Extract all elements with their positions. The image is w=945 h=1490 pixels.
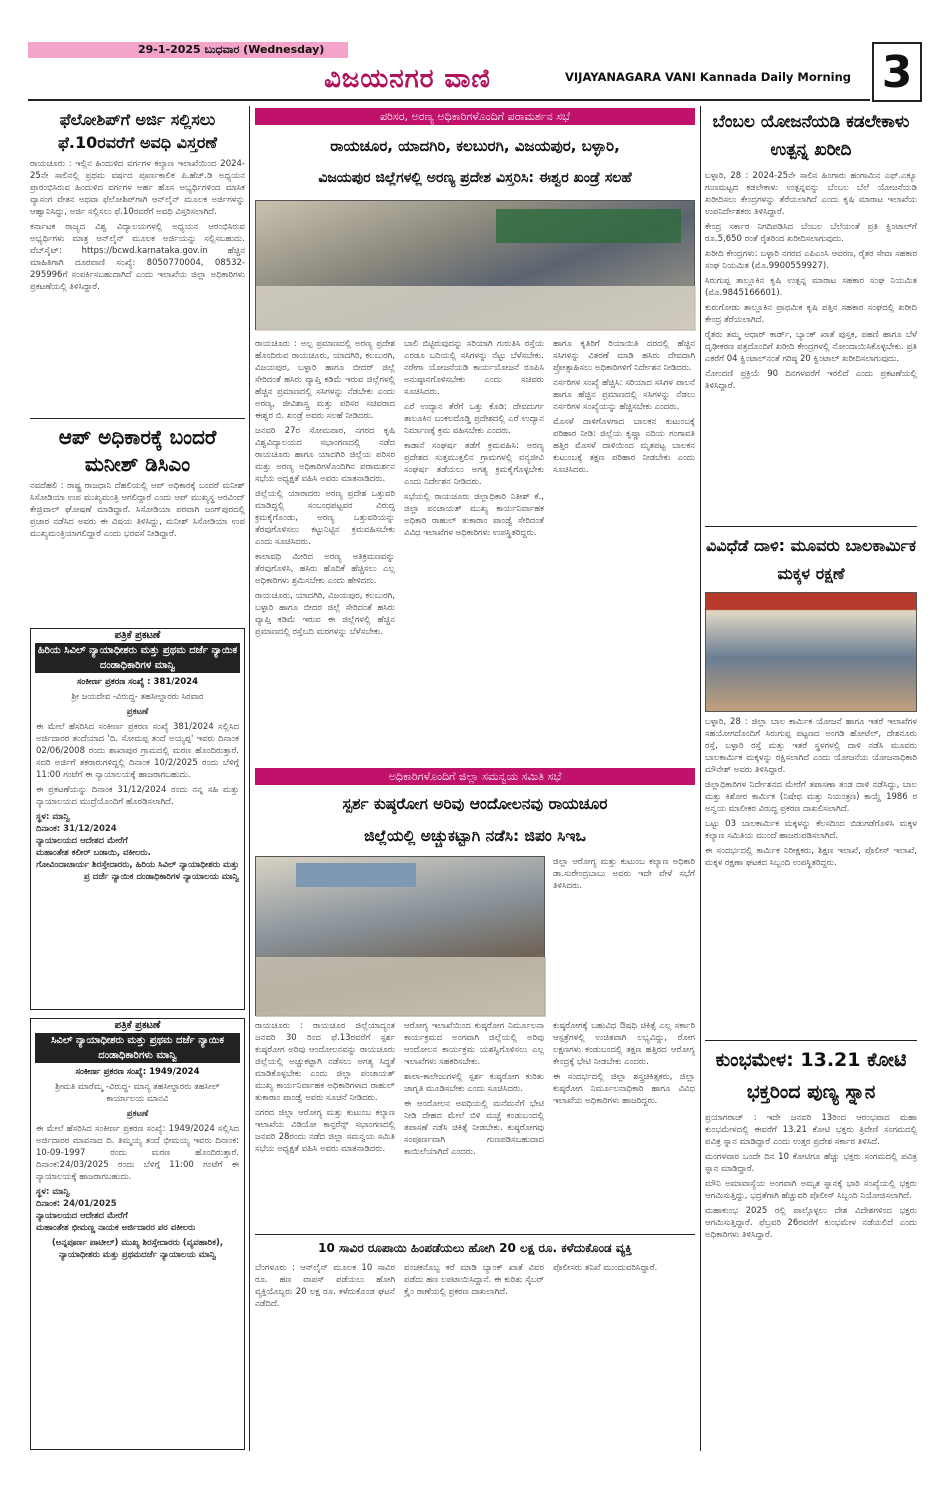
divider xyxy=(30,418,245,419)
date-bar xyxy=(28,42,348,58)
fraud-col-3: ಪೊಲೀಸರು ತನಿಖೆ ಮುಂದುವರಿಸಿದ್ದಾರೆ. xyxy=(553,1263,658,1273)
rescue-photo xyxy=(705,592,917,712)
english-title: VIJAYANAGARA VANI Kannada Daily Morning xyxy=(565,70,851,84)
divider xyxy=(255,1234,695,1235)
left-headline-2: ಆಪ್ ಅಧಿಕಾರಕ್ಕೆ ಬಂದರೆ ಮನೀಶ್ ಡಿಸಿಎಂ xyxy=(58,425,217,476)
center-article-col-2: ಬಾಲಿ ಬಿಟ್ಟಿರುವುದನ್ನು ಸರಿಯಾಗಿ ಗುರುತಿಸಿ ರಸ್ತೆಯ ಎರಡೂ ಬದಿಯಲ್ಲಿ ಸಸಿಗಳನ್ನು ನೆಟ್ಟು ಬೆಳೆಸಬೇಕು. ನರೇಗಾ ಯೋಜನೆಯಡಿ ಕಾರ್ಯಯೋಜನೆ ರೂಪಿಸಿ ಅನುಷ್ಠಾನಗೊಳಿಸಬೇಕು ಎಂದು ಸಚಿವರು ಸೂಚಿಸಿದರು. ಎರೆ ಉದ್ಯಾನ ತೆರೆಗೆ ಒತ್ತು ಕೊಡಿ: ದೇವದುರ್ಗ ತಾಲೂಕಿನ ಬಂಕಲದೊಡ್ಡಿ ಪ್ರದೇಶದಲ್ಲಿ ಎರೆ ಉದ್ಯಾನ ನಿರ್ಮಾಣಕ್ಕೆ ಕ್ರಮ ವಹಿಸಬೇಕು ಎಂದರು. ಕಾಡಾನೆ ಸಂಘರ್ಷ ತಡೆಗೆ ಕ್ರಮವಹಿಸಿ: ಅರಣ್ಯ ಪ್ರದೇಶದ ಸುತ್ತಮುತ್ತಲಿನ ಗ್ರಾಮಗಳಲ್ಲಿ ವನ್ಯಜೀವಿ ಸಂಘರ್ಷ ತಡೆಯಲು ಅಗತ್ಯ ಕ್ರಮಕೈಗೊಳ್ಳಬೇಕು ಎಂದು ನಿರ್ದೇಶನ ನೀಡಿದರು. ಸಭೆಯಲ್ಲಿ ರಾಯಚೂರು ಜಿಲ್ಲಾಧಿಕಾರಿ ನಿತೀಶ್ ಕೆ., ಜಿಲ್ಲಾ ಪಂಚಾಯತ್ ಮುಖ್ಯ ಕಾರ್ಯನಿರ್ವಾಹಕ ಅಧಿಕಾರಿ ರಾಹುಲ್ ತುಕಾರಾಂ ಪಾಂಡ್ವೆ ಸೇರಿದಂತೆ ವಿವಿಧ ಇಲಾಖೆಗಳ ಅಧಿಕಾರಿಗಳು ಉಪಸ್ಥಿತರಿದ್ದರು. xyxy=(404,339,544,538)
issue-date: 29-1-2025 ಬುಧವಾರ (Wednesday) xyxy=(138,43,325,56)
court-notice-1 xyxy=(30,628,245,1010)
notice-case: ಸಂಕೀರ್ಣ ಪ್ರಕರಣ ಸಂಖ್ಯೆ: 1949/2024 xyxy=(75,1067,200,1077)
center2-intro: ಜಿಲ್ಲಾ ಆರೋಗ್ಯ ಮತ್ತು ಕುಟುಂಬ ಕಲ್ಯಾಣ ಅಧಿಕಾರಿ ಡಾ.ಸುರೇಂದ್ರಬಾಬು ಅವರು ಇದೇ ವೇಳೆ ಸಭೆಗೆ ತಿಳಿಸಿದರು. xyxy=(553,857,695,891)
notice-label: ಪತ್ರಿಕೆ ಪ್ರಕಟಣೆ xyxy=(114,1020,161,1031)
center-kicker: ಪರಿಸರ, ಅರಣ್ಯ ಅಧಿಕಾರಿಗಳೊಂದಿಗೆ ಪರಾಮರ್ಶನ ಸಭೆ xyxy=(255,108,695,125)
masthead: ವಿಜಯನಗರ ವಾಣಿ xyxy=(324,64,491,94)
fraud-col-1: ಬೆಂಗಳೂರು : ಆನ್‌ಲೈನ್ ಮೂಲಕ 10 ಸಾವಿರ ರೂ. ಹಣ ವಾಪಸ್ ಪಡೆಯಲು ಹೋಗಿ ವ್ಯಕ್ತಿಯೊಬ್ಬರು 20 ಲಕ್ಷ ರೂ. ಕಳೆದುಕೊಂಡ ಘಟನೆ ನಡೆದಿದೆ. xyxy=(255,1263,395,1309)
right-headline: ಬೆಂಬಲ ಯೋಜನೆಯಡಿ ಕಡಲೇಕಾಳು ಉತ್ಪನ್ನ ಖರೀದಿ xyxy=(712,112,910,160)
notice-label: ಪತ್ರಿಕೆ ಪ್ರಕಟಣೆ xyxy=(114,630,161,641)
right-article-3: ಪ್ರಯಾಗರಾಜ್ : ಇದೇ ಜನವರಿ 13ರಿಂದ ಆರಂಭವಾದ ಮಹಾ ಕುಂಭಮೇಳದಲ್ಲಿ ಈವರೆಗೆ 13.21 ಕೋಟಿ ಭಕ್ತರು ತ್ರಿವೇಣಿ ಸಂಗಮದಲ್ಲಿ ಪವಿತ್ರ ಸ್ನಾನ ಮಾಡಿದ್ದಾರೆ ಎಂದು ಉತ್ತರ ಪ್ರದೇಶ ಸರ್ಕಾರ ತಿಳಿಸಿದೆ. ಮಂಗಳವಾರ ಒಂದೇ ದಿನ 10 ಕೋಟಿಗೂ ಹೆಚ್ಚು ಭಕ್ತರು ಸಂಗಮದಲ್ಲಿ ಪವಿತ್ರ ಸ್ನಾನ ಮಾಡಿದ್ದಾರೆ. ಮೌನಿ ಅಮಾವಾಸ್ಯೆಯ ಅಂಗವಾಗಿ ಅಮೃತ ಸ್ನಾನಕ್ಕೆ ಭಾರಿ ಸಂಖ್ಯೆಯಲ್ಲಿ ಭಕ್ತರು ಆಗಮಿಸುತ್ತಿದ್ದು, ಭದ್ರತೆಗಾಗಿ ಹೆಚ್ಚುವರಿ ಪೊಲೀಸ್ ಸಿಬ್ಬಂದಿ ನಿಯೋಜಿಸಲಾಗಿದೆ. ಮಹಾಕುಂಭ 2025 ರಲ್ಲಿ ಪಾಲ್ಗೊಳ್ಳಲು ದೇಶ ವಿದೇಶಗಳಿಂದ ಭಕ್ತರು ಆಗಮಿಸುತ್ತಿದ್ದಾರೆ. ಫೆಬ್ರವರಿ 26ರವರೆಗೆ ಕುಂಭಮೇಳ ನಡೆಯಲಿದೆ ಎಂದು ಅಧಿಕಾರಿಗಳು ತಿಳಿಸಿದ್ದಾರೆ. xyxy=(705,1113,917,1240)
divider xyxy=(705,526,917,527)
column-rule xyxy=(249,106,250,1451)
center2-kicker: ಅಧಿಕಾರಿಗಳೊಂದಿಗೆ ಜಿಲ್ಲಾ ಸಮನ್ವಯ ಸಮಿತಿ ಸಭೆ xyxy=(255,768,695,785)
left-headline: ಫೆಲೋಶಿಪ್‌ಗೆ ಅರ್ಜಿ ಸಲ್ಲಿಸಲು ಫೆ.10ರವರೆಗೆ ಅವಧಿ ವಿಸ್ತರಣೆ xyxy=(58,110,217,152)
right-headline-2: ವಿವಿಧೆಡೆ ದಾಳಿ: ಮೂವರು ಬಾಲಕಾರ್ಮಿಕ ಮಕ್ಕಳ ರಕ್ಷಣೆ xyxy=(705,536,917,583)
table-in-photo xyxy=(256,286,696,331)
center-article-col-3: ಹಾಗೂ ಕೃತಿರಿಗೆ ರಿಯಾಯಿತಿ ದರದಲ್ಲಿ ಹೆಚ್ಚಿನ ಸಸಿಗಳನ್ನು ವಿತರಣೆ ಮಾಡಿ ಹಸಿರು ದೇವದಾಗಿ ಪ್ರೋತ್ಸಾಹಿಸಲು ಅಧಿಕಾರಿಗಳಿಗೆ ನಿರ್ದೇಶನ ನೀಡಿದರು. ನರ್ಸರಿಗಳ ಸಂಖ್ಯೆ ಹೆಚ್ಚಿಸಿ: ಸರಿಯಾದ ಸಸಿಗಳ ಪಾಲನೆ ಹಾಗೂ ಹೆಚ್ಚಿನ ಪ್ರಮಾಣದಲ್ಲಿ ಸಸಿಗಳನ್ನು ನೆಡಲು ನರ್ಸರಿಗಳ ಸಂಖ್ಯೆಯನ್ನು ಹೆಚ್ಚಿಸಬೇಕು ಎಂದರು. ಮೊಸಳೆ ದಾಳಿಗೊಳಗಾದ ಬಾಲಕನ ಕುಟುಂಬಕ್ಕೆ ಪರಿಹಾರ ನೀಡಿ: ಜಿಲ್ಲೆಯ ಕೃಷ್ಣಾ ನದಿಯ ಗಂಗಾವತಿ ಹತ್ತಿರ ಮೊಸಳೆ ದಾಳಿಯಿಂದ ಮೃತಪಟ್ಟ ಬಾಲಕನ ಕುಟುಂಬಕ್ಕೆ ತಕ್ಷಣ ಪರಿಹಾರ ನೀಡಬೇಕು ಎಂದು ಸೂಚಿಸಿದರು. xyxy=(553,339,695,475)
notice-body: ಶ್ರೀ ಜಯದೇವ -ವಿರುದ್ಧ- ತಹಸೀಲ್ದಾರರು ಸಿರವಾರ ಪ್ರಕಟಣೆ ಈ ಮೇಲೆ ಹೆಸರಿಸಿದ ಸಂಕೀರ್ಣ ಪ್ರಕರಣ ಸಂಖ್ಯೆ 381/2024 ಸಲ್ಲಿಸಿದ ಅರ್ಜಿದಾರರ ತಂದೆಯಾದ 'ದಿ. ಸೋಮಪ್ಪ ತಂದೆ ಅಯ್ಯಪ್ಪ' ಇವರು ದಿನಾಂಕ 02/06/2008 ರಂದು ಶಾಖಾಪುರ ಗ್ರಾಮದಲ್ಲಿ ಮರಣ ಹೊಂದಿರುತ್ತಾರೆ. ಸದರಿ ಅರ್ಜಿಗೆ ತಕರಾರುಗಳಿದ್ದಲ್ಲಿ ದಿನಾಂಕ 10/2/2025 ರಂದು ಬೆಳಿಗ್ಗೆ 11:00 ಗಂಟೆಗೆ ಈ ನ್ಯಾಯಾಲಯಕ್ಕೆ ಹಾಜರಾಗಬಹುದು. ಈ ಪ್ರಕಟಣೆಯನ್ನು ದಿನಾಂಕ 31/12/2024 ರಂದು ನನ್ನ ಸಹಿ ಮತ್ತು ನ್ಯಾಯಾಲಯದ ಮುದ್ರೆಯೊಂದಿಗೆ ಹೊರಡಿಸಲಾಗಿದೆ. ಸ್ಥಳ: ಮಾನ್ವಿ ದಿನಾಂಕ: 31/12/2024 ನ್ಯಾಯಾಲಯದ ಆದೇಶದ ಮೇರೆಗೆ ಮಹಾಂತೇಶ ಕಲೀರ್ ಬಡಾಯಿ, ವಕೀಲರು. ಗೋವಿಂದಾಚಾರ್ಯ ಶಿರಸ್ತೇದಾರರು, ಹಿರಿಯ ಸಿವಿಲ್ ನ್ಯಾಯಾಧೀಶರು ಮತ್ತು ಪ್ರ ದರ್ಜೆ ನ್ಯಾಯಿಕ ದಂಡಾಧಿಕಾರಿಗಳ ನ್ಯಾಯಾಲಯ ಮಾನ್ವಿ xyxy=(36,692,239,882)
center2-headline: ಸ್ಪರ್ಶ ಕುಷ್ಠರೋಗ ಅರಿವು ಆಂದೋಲನವು ರಾಯಚೂರ ಜಿಲ್ಲೆಯಲ್ಲಿ ಅಚ್ಚುಕಟ್ಟಾಗಿ ನಡೆಸಿ: ಜಿಪಂ ಸಿಇಒ xyxy=(342,795,608,845)
committee-photo xyxy=(255,856,545,1016)
fraud-col-2: ವಂಚಕನೊಬ್ಬ ಕರೆ ಮಾಡಿ ಬ್ಯಾಂಕ್ ಖಾತೆ ವಿವರ ಪಡೆದು ಹಣ ಲಪಟಾಯಿಸಿದ್ದಾನೆ. ಈ ಕುರಿತು ಸೈಬರ್ ಕ್ರೈಂ ಠಾಣೆಯಲ್ಲಿ ಪ್ರಕರಣ ದಾಖಲಾಗಿದೆ. xyxy=(404,1263,544,1297)
right-article: ಬಳ್ಳಾರಿ, 28 : 2024-25ನೇ ಸಾಲಿನ ಹಿಂಗಾರು ಹಂಗಾಮಿನ ಎಫ್.ಎಕ್ಯೂ ಗುಣಮಟ್ಟದ ಕಡಲೇಕಾಳು ಉತ್ಪನ್ನವನ್ನು ಬೆಂಬಲ ಬೆಲೆ ಯೋಜನೆಯಡಿ ಖರೀದಿಸಲು ಕೇಂದ್ರಗಳನ್ನು ತೆರೆಯಲಾಗಿದೆ ಎಂದು ಕೃಷಿ ಮಾರಾಟ ಇಲಾಖೆಯ ಉಪನಿರ್ದೇಶಕರು ತಿಳಿಸಿದ್ದಾರೆ. ಕೇಂದ್ರ ಸರ್ಕಾರ ನಿಗದಿಪಡಿಸಿದ ಬೆಂಬಲ ಬೆಲೆಯಂತೆ ಪ್ರತಿ ಕ್ವಿಂಟಾಲ್‌ಗೆ ರೂ.5,650 ರಂತೆ ರೈತರಿಂದ ಖರೀದಿಸಲಾಗುವುದು. ಖರೀದಿ ಕೇಂದ್ರಗಳು: ಬಳ್ಳಾರಿ ನಗರದ ಎಪಿಎಂಸಿ ಆವರಣ, ರೈತರ ಸೇವಾ ಸಹಕಾರ ಸಂಘ ನಿಯಮಿತ (ಮೊ.9900559927). ಸಿರುಗುಪ್ಪ ತಾಲ್ಲೂಕಿನ ಕೃಷಿ ಉತ್ಪನ್ನ ಮಾರಾಟ ಸಹಕಾರ ಸಂಘ ನಿಯಮಿತ (ಮೊ.9845166601). ಕುರುಗೋಡು ತಾಲ್ಲೂಕಿನ ಪ್ರಾಥಮಿಕ ಕೃಷಿ ಪತ್ತಿನ ಸಹಕಾರ ಸಂಘದಲ್ಲಿ ಖರೀದಿ ಕೇಂದ್ರ ತೆರೆಯಲಾಗಿದೆ. ರೈತರು ತಮ್ಮ ಆಧಾರ್ ಕಾರ್ಡ್, ಬ್ಯಾಂಕ್ ಖಾತೆ ಪುಸ್ತಕ, ಪಹಣಿ ಹಾಗೂ ಬೆಳೆ ದೃಢೀಕರಣ ಪತ್ರದೊಂದಿಗೆ ಖರೀದಿ ಕೇಂದ್ರಗಳಲ್ಲಿ ನೋಂದಾಯಿಸಿಕೊಳ್ಳಬೇಕು. ಪ್ರತಿ ಎಕರೆಗೆ 04 ಕ್ವಿಂಟಾಲ್‌ನಂತೆ ಗರಿಷ್ಠ 20 ಕ್ವಿಂಟಾಲ್ ಖರೀದಿಸಲಾಗುವುದು. ನೋಂದಣಿ ಪ್ರಕ್ರಿಯೆ 90 ದಿನಗಳವರೆಗೆ ಇರಲಿದೆ ಎಂದು ಪ್ರಕಟಣೆಯಲ್ಲಿ ತಿಳಿಸಿದ್ದಾರೆ. xyxy=(705,171,917,391)
notice-title: ಸಿವಿಲ್ ನ್ಯಾಯಾಧೀಶರು ಮತ್ತು ಪ್ರಥಮ ದರ್ಜೆ ನ್ಯಾಯಿಕ ದಂಡಾಧಿಕಾರಿಗಳು ಮಾನ್ವಿ xyxy=(35,1033,240,1063)
notice-case: ಸಂಕೀರ್ಣ ಪ್ರಕರಣ ಸಂಖ್ಯೆ : 381/2024 xyxy=(76,677,199,687)
center2-col-2: ಆರೋಗ್ಯ ಇಲಾಖೆಯಿಂದ ಕುಷ್ಠರೋಗ ನಿರ್ಮೂಲನಾ ಕಾರ್ಯಕ್ರಮದ ಅಂಗವಾಗಿ ಜಿಲ್ಲೆಯಲ್ಲಿ ಅರಿವು ಆಂದೋಲನ ಕಾರ್ಯಕ್ರಮ ಯಶಸ್ವಿಗೊಳಿಸಲು ಎಲ್ಲ ಇಲಾಖೆಗಳು ಸಹಕರಿಸಬೇಕು. ಶಾಲಾ-ಕಾಲೇಜುಗಳಲ್ಲಿ ಸ್ಪರ್ಶ ಕುಷ್ಠರೋಗ ಕುರಿತು ಜಾಗೃತಿ ಮೂಡಿಸಬೇಕು ಎಂದು ಸೂಚಿಸಿದರು. ಈ ಆಂದೋಲನ ಅವಧಿಯಲ್ಲಿ ಮನೆಮನೆಗೆ ಭೇಟಿ ನೀಡಿ ದೇಹದ ಮೇಲೆ ಬಿಳಿ ಮಚ್ಚೆ ಕಂಡುಬಂದಲ್ಲಿ ತಪಾಸಣೆ ನಡೆಸಿ ಚಿಕಿತ್ಸೆ ನೀಡಬೇಕು. ಕುಷ್ಠರೋಗವು ಸಂಪೂರ್ಣವಾಗಿ ಗುಣಪಡಿಸಬಹುದಾದ ಕಾಯಿಲೆಯಾಗಿದೆ ಎಂದರು. xyxy=(404,1021,544,1157)
left-article: ರಾಯಚೂರು : ಇಲ್ಲಿನ ಹಿಂದುಳಿದ ವರ್ಗಗಳ ಕಲ್ಯಾಣ ಇಲಾಖೆಯಿಂದ 2024-25ನೇ ಸಾಲಿನಲ್ಲಿ ಪ್ರಥಮ ವರ್ಷದ ಪೂರ್ಣಕಾಲಿಕ ಪಿ.ಹೆಚ್.ಡಿ ಅಧ್ಯಯನ ಪ್ರಾರಂಭಿಸಿರುವ ಹಿಂದುಳಿದ ವರ್ಗಗಳ ಅರ್ಹ ಹೊಸ ಅಭ್ಯರ್ಥಿಗಳಿಂದ ಮಾಸಿಕ ವ್ಯಾಸಂಗ ವೇತನ ಅಥವಾ ಫೆಲೋಶಿಪ್‌ಗಾಗಿ ಆನ್‌ಲೈನ್ ಮೂಲಕ ಅರ್ಜಿಗಳನ್ನು ಆಹ್ವಾನಿಸಿದ್ದು, ಅರ್ಜಿ ಸಲ್ಲಿಸಲು ಫೆ.10ರವರೆಗೆ ಅವಧಿ ವಿಸ್ತರಿಸಲಾಗಿದೆ. ಕರ್ನಾಟಕ ರಾಜ್ಯದ ವಿಶ್ವ ವಿದ್ಯಾಲಯಗಳಲ್ಲಿ ಅಧ್ಯಯನ ಆರಂಭಿಸಿರುವ ಅಭ್ಯರ್ಥಿಗಳು ಮಾತ್ರ ಆನ್‌ಲೈನ್ ಮೂಲಕ ಅರ್ಜಿಯನ್ನು ಸಲ್ಲಿಸಬಹುದು. ವೆಬ್‌ಸೈಟ್: https://bcwd.karnataka.gov.in ಹೆಚ್ಚಿನ ಮಾಹಿತಿಗಾಗಿ ದೂರವಾಣಿ ಸಂಖ್ಯೆ: 8050770004, 08532-295996ಗೆ ಸಂಪರ್ಕಿಸಬಹುದಾಗಿದೆ ಎಂದು ಇಲಾಖೆಯ ಜಿಲ್ಲಾ ಅಧಿಕಾರಿಗಳು ಪ್ರಕಟಣೆಯಲ್ಲಿ ತಿಳಿಸಿದ್ದಾರೆ. xyxy=(30,159,245,292)
fraud-headline: 10 ಸಾವಿರ ರೂಪಾಯಿ ಹಿಂಪಡೆಯಲು ಹೋಗಿ 20 ಲಕ್ಷ ರೂ. ಕಳೆದುಕೊಂಡ ವ್ಯಕ್ತಿ xyxy=(318,1241,632,1255)
table-in-photo xyxy=(256,957,546,1017)
notice-body: ಶ್ರೀಮತಿ ಮಾರೆಮ್ಮ -ವಿರುದ್ಧ- ಮಾನ್ಯ ತಹಸೀಲ್ದಾರರು ತಹಸೀಲ್ ಕಾರ್ಯಾಲಯ ಮಾನವಿ ಪ್ರಕಟಣೆ ಈ ಮೇಲೆ ಹೆಸರಿಸಿದ ಸಂಕೀರ್ಣ ಪ್ರಕರಣ ಸಂಖ್ಯೆ: 1949/2024 ಸಲ್ಲಿಸಿದ ಅರ್ಜಿದಾರರ ಮಾವನಾದ ದಿ. ತಿಮ್ಮಯ್ಯ ತಂದೆ ಭೀಮಯ್ಯ ಇವರು ದಿನಾಂಕ: 10-09-1997 ರಂದು ಮರಣ ಹೊಂದಿರುತ್ತಾರೆ. ದಿನಾಂಕ:24/03/2025 ರಂದು ಬೆಳಿಗ್ಗೆ 11:00 ಗಂಟೆಗೆ ಈ ನ್ಯಾಯಾಲಯಕ್ಕೆ ಹಾಜರಾಗಬಹುದು. ಸ್ಥಳ: ಮಾನ್ವಿ ದಿನಾಂಕ: 24/01/2025 ನ್ಯಾಯಾಲಯದ ಆದೇಶದ ಮೇರೆಗೆ ಮಹಾಂತೇಶ ಭೀಮಣ್ಣ ನಾಯಕ ಅರ್ಜಿದಾರರ ಪರ ವಕೀಲರು (ಅನ್ನಪೂರ್ಣ ಪಾಟೀಲ್) ಮುಖ್ಯ ಶಿರಸ್ತೇದಾರರು (ವ್ಯವಹಾರಿಕ), ನ್ಯಾಯಾಧೀಶರು ಮತ್ತು ಪ್ರಥಮದರ್ಜೆ ನ್ಯಾಯಾಲಯ ಮಾನ್ವಿ xyxy=(36,1082,239,1260)
right-article-2: ಬಳ್ಳಾರಿ, 28 : ಜಿಲ್ಲಾ ಬಾಲ ಕಾರ್ಮಿಕ ಯೋಜನೆ ಹಾಗೂ ಇತರೆ ಇಲಾಖೆಗಳ ಸಹಯೋಗದೊಂದಿಗೆ ಸಿರುಗುಪ್ಪ ಪಟ್ಟಣದ ಅಂಗಡಿ ಹೋಟೆಲ್, ದೇಶನೂರು ರಸ್ತೆ, ಬಳ್ಳಾರಿ ರಸ್ತೆ ಮತ್ತು ಇತರೆ ಸ್ಥಳಗಳಲ್ಲಿ ದಾಳಿ ನಡೆಸಿ ಮೂವರು ಬಾಲಕಾರ್ಮಿಕ ಮಕ್ಕಳನ್ನು ರಕ್ಷಿಸಲಾಗಿದೆ ಎಂದು ಯೋಜನೆಯ ಯೋಜನಾಧಿಕಾರಿ ಮೌನೇಶ್ ಅವರು ತಿಳಿಸಿದ್ದಾರೆ. ಜಿಲ್ಲಾಧಿಕಾರಿಗಳ ನಿರ್ದೇಶನದ ಮೇರೆಗೆ ತಪಾಸಣಾ ತಂಡ ದಾಳಿ ನಡೆಸಿದ್ದು, ಬಾಲ ಮತ್ತು ಕಿಶೋರ ಕಾರ್ಮಿಕ (ನಿಷೇಧ ಮತ್ತು ನಿಯಂತ್ರಣ) ಕಾಯ್ದೆ 1986 ರ ಅನ್ವಯ ಮಾಲೀಕರ ವಿರುದ್ಧ ಪ್ರಕರಣ ದಾಖಲಿಸಲಾಗಿದೆ. ಒಟ್ಟು 03 ಬಾಲಕಾರ್ಮಿಕ ಮಕ್ಕಳನ್ನು ಕೆಲಸದಿಂದ ಬಿಡುಗಡೆಗೊಳಿಸಿ ಮಕ್ಕಳ ಕಲ್ಯಾಣ ಸಮಿತಿಯ ಮುಂದೆ ಹಾಜರುಪಡಿಸಲಾಗಿದೆ. ಈ ಸಂದರ್ಭದಲ್ಲಿ ಕಾರ್ಮಿಕ ನಿರೀಕ್ಷಕರು, ಶಿಕ್ಷಣ ಇಲಾಖೆ, ಪೊಲೀಸ್ ಇಲಾಖೆ, ಮಕ್ಕಳ ರಕ್ಷಣಾ ಘಟಕದ ಸಿಬ್ಬಂದಿ ಉಪಸ್ಥಿತರಿದ್ದರು. xyxy=(705,717,917,868)
notice-title: ಹಿರಿಯ ಸಿವಿಲ್ ನ್ಯಾಯಾಧೀಶರು ಮತ್ತು ಪ್ರಥಮ ದರ್ಜೆ ನ್ಯಾಯಿಕ ದಂಡಾಧಿಕಾರಿಗಳ ಮಾನ್ವಿ xyxy=(35,643,240,673)
center-headline: ರಾಯಚೂರ, ಯಾದಗಿರಿ, ಕಲಬುರಗಿ, ವಿಜಯಪುರ, ಬಳ್ಳಾರಿ, ವಿಜಯಪುರ ಜಿಲ್ಲೆಗಳಲ್ಲಿ ಅರಣ್ಯ ಪ್ರದೇಶ ವಿಸ್ತರಿಸಿ: ಈಶ್ವರ ಖಂಡ್ರೆ ಸಲಹೆ xyxy=(318,137,632,186)
court-notice-2 xyxy=(30,1018,245,1450)
screen-in-photo xyxy=(296,863,416,887)
right-headline-3: ಕುಂಭಮೇಳ: 13.21 ಕೋಟಿ ಭಕ್ತರಿಂದ ಪುಣ್ಯ ಸ್ನಾನ xyxy=(715,1049,907,1103)
meeting-photo xyxy=(255,200,695,330)
banner-in-photo xyxy=(496,209,681,243)
center-article-col-1: ರಾಯಚೂರು : ಅಲ್ಪ ಪ್ರಮಾಣದಲ್ಲಿ ಅರಣ್ಯ ಪ್ರದೇಶ ಹೊಂದಿರುವ ರಾಯಚೂರು, ಯಾದಗಿರಿ, ಕಲಬುರಗಿ, ವಿಜಯಪುರ, ಬಳ್ಳಾರಿ ಹಾಗೂ ಬೀದರ್ ಜಿಲ್ಲೆ ಸೇರಿದಂತೆ ಹಸಿರು ವ್ಯಾಪ್ತಿ ಕಡಿಮೆ ಇರುವ ಜಿಲ್ಲೆಗಳಲ್ಲಿ ಹೆಚ್ಚಿನ ಪ್ರಮಾಣದಲ್ಲಿ ಸಸಿಗಳನ್ನು ನೆಡಬೇಕು ಎಂದು ಅರಣ್ಯ, ಜೀವಿಶಾಸ್ತ್ರ ಮತ್ತು ಪರಿಸರ ಸಚಿವರಾದ ಈಶ್ವರ ಬಿ. ಖಂಡ್ರೆ ಅವರು ಸಲಹೆ ನೀಡಿದರು. ಜನವರಿ 27ರ ಸೋಮವಾರ, ನಗರದ ಕೃಷಿ ವಿಶ್ವವಿದ್ಯಾಲಯದ ಸಭಾಂಗಣದಲ್ಲಿ ನಡೆದ ರಾಯಚೂರು ಹಾಗೂ ಯಾದಗಿರಿ ಜಿಲ್ಲೆಯ ಪರಿಸರ ಮತ್ತು ಅರಣ್ಯ ಅಧಿಕಾರಿಗಳೊಂದಿಗಿನ ಪರಾಮರ್ಶನ ಸಭೆಯ ಅಧ್ಯಕ್ಷತೆ ವಹಿಸಿ ಅವರು ಮಾತನಾಡಿದರು. ಜಿಲ್ಲೆಯಲ್ಲಿ ಯಾರಾದರು ಅರಣ್ಯ ಪ್ರದೇಶ ಒತ್ತುವರಿ ಮಾಡಿದ್ದಲ್ಲಿ ಸಂಬಂಧಪಟ್ಟವರ ವಿರುದ್ಧ ಕ್ರಮಕೈಗೊಂಡು, ಅರಣ್ಯ ಒತ್ತುವರಿಯನ್ನು ತೆರವುಗೊಳಿಸಲು ಕಟ್ಟುನಿಟ್ಟಿನ ಕ್ರಮವಹಿಸಬೇಕು ಎಂದು ಸೂಚಿಸಿದರು. ಕಾಲಾವಧಿ ಮೀರಿದ ಅರಣ್ಯ ಅತಿಕ್ರಮಣವನ್ನು ತೆರವುಗೊಳಿಸಿ, ಹಸಿರು ಹೊದಿಕೆ ಹೆಚ್ಚಿಸಲು ಎಲ್ಲ ಅಧಿಕಾರಿಗಳು ಶ್ರಮಿಸಬೇಕು ಎಂದು ಹೇಳಿದರು. ರಾಯಚೂರು, ಯಾದಗಿರಿ, ವಿಜಯಪುರ, ಕಲಬುರಗಿ, ಬಳ್ಳಾರಿ ಹಾಗೂ ಬೀದರ ಜಿಲ್ಲೆ ಸೇರಿದಂತೆ ಹಸಿರು ವ್ಯಾಪ್ತಿ ಕಡಿಮೆ ಇರುವ ಈ ಜಿಲ್ಲೆಗಳಲ್ಲಿ ಹೆಚ್ಚಿನ ಪ್ರಮಾಣದಲ್ಲಿ ರಸ್ತೆಬದಿ ಮರಗಳನ್ನು ಬೆಳೆಸಬೇಕು. xyxy=(255,339,395,637)
column-rule xyxy=(700,106,701,1451)
header-rule xyxy=(28,99,870,101)
page-number: 3 xyxy=(872,42,922,102)
center2-col-1: ರಾಯಚೂರು : ರಾಯಚೂರ ಜಿಲ್ಲೆಯಾದ್ಯಂತ ಜನವರಿ 30 ರಿಂದ ಫೆ.13ರವರೆಗೆ ಸ್ಪರ್ಶ ಕುಷ್ಠರೋಗ ಅರಿವು ಆಂದೋಲನವನ್ನು ರಾಯಚೂರು ಜಿಲ್ಲೆಯಲ್ಲಿ ಅಚ್ಚುಕಟ್ಟಾಗಿ ನಡೆಸಲು ಅಗತ್ಯ ಸಿದ್ಧತೆ ಮಾಡಿಕೊಳ್ಳಬೇಕು ಎಂದು ಜಿಲ್ಲಾ ಪಂಚಾಯತ್ ಮುಖ್ಯ ಕಾರ್ಯನಿರ್ವಾಹಕ ಅಧಿಕಾರಿಗಳಾದ ರಾಹುಲ್ ತುಕಾರಾಂ ಪಾಂಡ್ವೆ ಅವರು ಸೂಚನೆ ನೀಡಿದರು. ನಗರದ ಜಿಲ್ಲಾ ಆರೋಗ್ಯ ಮತ್ತು ಕುಟುಂಬ ಕಲ್ಯಾಣ ಇಲಾಖೆಯ ವಿಡಿಯೋ ಕಾನ್ಫರೆನ್ಸ್ ಸಭಾಂಗಣದಲ್ಲಿ ಜನವರಿ 28ರಂದು ನಡೆದ ಜಿಲ್ಲಾ ಸಮನ್ವಯ ಸಮಿತಿ ಸಭೆಯ ಅಧ್ಯಕ್ಷತೆ ವಹಿಸಿ ಅವರು ಮಾತನಾಡಿದರು. xyxy=(255,1021,395,1154)
center2-col-3: ಕುಷ್ಠರೋಗಕ್ಕೆ ಬಹುವಿಧ ಔಷಧಿ ಚಿಕಿತ್ಸೆ ಎಲ್ಲ ಸರ್ಕಾರಿ ಆಸ್ಪತ್ರೆಗಳಲ್ಲಿ ಉಚಿತವಾಗಿ ಲಭ್ಯವಿದ್ದು, ರೋಗ ಲಕ್ಷಣಗಳು ಕಂಡುಬಂದಲ್ಲಿ ತಕ್ಷಣ ಹತ್ತಿರದ ಆರೋಗ್ಯ ಕೇಂದ್ರಕ್ಕೆ ಭೇಟಿ ನೀಡಬೇಕು ಎಂದರು. ಈ ಸಂದರ್ಭದಲ್ಲಿ ಜಿಲ್ಲಾ ಶಸ್ತ್ರಚಿಕಿತ್ಸಕರು, ಜಿಲ್ಲಾ ಕುಷ್ಠರೋಗ ನಿರ್ಮೂಲನಾಧಿಕಾರಿ ಹಾಗೂ ವಿವಿಧ ಇಲಾಖೆಯ ಅಧಿಕಾರಿಗಳು ಹಾಜರಿದ್ದರು. xyxy=(553,1021,695,1106)
left-article-2: ನವದೆಹಲಿ : ರಾಷ್ಟ್ರ ರಾಜಧಾನಿ ದೆಹಲಿಯಲ್ಲಿ ಆಪ್ ಅಧಿಕಾರಕ್ಕೆ ಬಂದರೆ ಮನೀಶ್ ಸಿಸೋಡಿಯಾ ಉಪ ಮುಖ್ಯಮಂತ್ರಿ ಆಗಲಿದ್ದಾರೆ ಎಂದು ಆಪ್ ಮುಖ್ಯಸ್ಥ ಅರವಿಂದ್ ಕೇಜ್ರಿವಾಲ್ ಘೋಷಣೆ ಮಾಡಿದ್ದಾರೆ. ಸಿಸೋಡಿಯಾ ಪರವಾಗಿ ಜಂಗ್‌ಪುರದಲ್ಲಿ ಪ್ರಚಾರ ನಡೆಸಿದ ಅವರು ಈ ವಿಷಯ ತಿಳಿಸಿದ್ದು, ಮನೀಶ್ ಸಿಸೋಡಿಯಾ ಉಪ ಮುಖ್ಯಮಂತ್ರಿಯಾಗಲಿದ್ದಾರೆ ಎಂದು ಭರವಸೆ ನೀಡಿದ್ದಾರೆ. xyxy=(30,481,245,539)
divider xyxy=(705,1040,917,1041)
